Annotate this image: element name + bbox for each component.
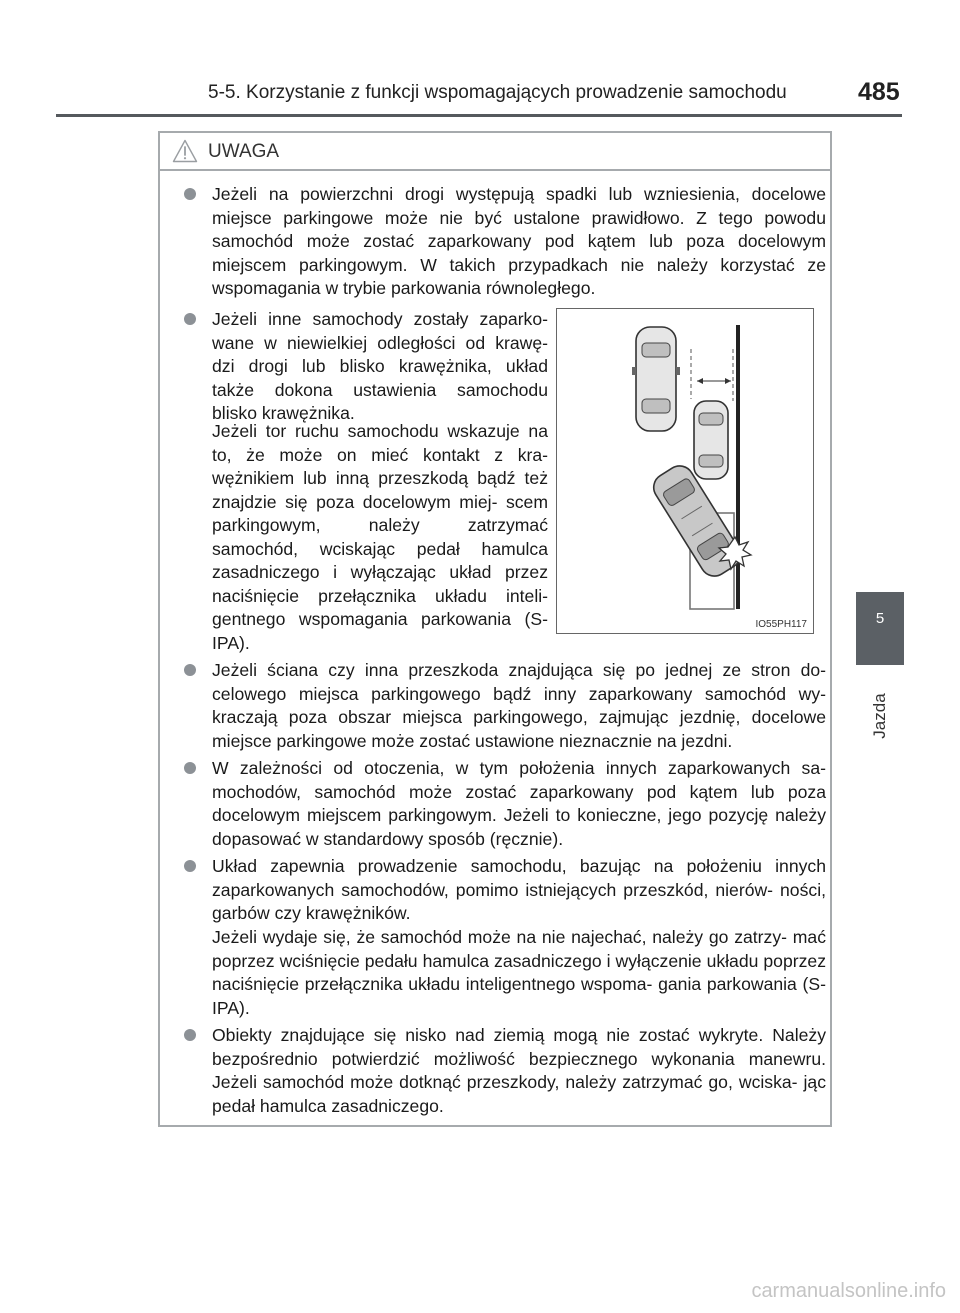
- parked-car-top: [632, 327, 680, 431]
- bullet-icon: [184, 762, 196, 774]
- bullet-icon: [184, 664, 196, 676]
- watermark: carmanualsonline.info: [751, 1280, 946, 1302]
- section-title: 5-5. Korzystanie z funkcji wspomagających prowadzenie samochodu: [208, 82, 787, 103]
- illustration-code: IO55PH117: [755, 619, 807, 630]
- warning-title: UWAGA: [208, 141, 280, 162]
- item-text: Jeżeli ściana czy inna przeszkoda znajdująca się po jednej ze stron do- celowego miejsca parkingowego bądź inny zaparkowany samochód wy- kraczają poza obszar miejsca parkingowego, zajmując jezdnię, docelowe miejsce parkingowe może zostać ustawione nieznacznie na jezdni.: [212, 660, 826, 751]
- item-text: Układ zapewnia prowadzenie samochodu, bazując na położeniu innych zaparkowanych samochodów, pomimo istniejących przeszkód, nierów- ności, garbów czy krawężników.: [212, 856, 826, 923]
- warning-triangle-icon: [172, 139, 198, 163]
- chapter-tab[interactable]: [856, 592, 904, 665]
- warning-header: [160, 133, 830, 171]
- bullet-icon: [184, 860, 196, 872]
- item-text: Jeżeli wydaje się, że samochód może na nie najechać, należy go zatrzy- mać poprzez wciśnięcie pedału hamulca zasadniczego i wyłączenie układu poprzez naciśnięcie przełącznika układu inteligentnego wspoma- gania parkowania (S-IPA).: [212, 927, 826, 1018]
- parked-car-small: [694, 401, 728, 479]
- parking-illustration: [556, 308, 814, 634]
- item-text: Obiekty znajdujące się nisko nad ziemią mogą nie zostać wykryte. Należy bezpośrednio potwierdzić możliwość bezpiecznego wykonania manewru. Jeżeli samochód może dotknąć przeszkody, należy zatrzymać go, wciska- jąc pedał hamulca zasadniczego.: [212, 1025, 826, 1116]
- bullet-icon: [184, 313, 196, 325]
- parking-diagram: [557, 309, 813, 633]
- page-header: [56, 76, 902, 117]
- chapter-name: Jazda: [870, 693, 889, 739]
- bullet-icon: [184, 188, 196, 200]
- item-text: Jeżeli tor ruchu samochodu wskazuje na to, że może on mieć kontakt z kra- wężnikiem lub inną przeszkodą bądź też znajdzie się poza docelowym miej- scem parkingowym, należy zatrzymać samochód, wciskając pedał hamulca zasadniczego i wyłączając układ przez naciśnięcie przełącznika układu inteli- gentnego wspomagania parkowania (S-IPA).: [212, 421, 548, 653]
- page-number: 485: [858, 78, 900, 106]
- chapter-name-label: [862, 676, 898, 756]
- chapter-number: 5: [875, 610, 885, 627]
- item-text: Jeżeli inne samochody zostały zaparko- wane w niewielkiej odległości od krawę- dzi drogi lub blisko krawężnika, układ także dokona ustawienia samochodu blisko krawężnika.: [212, 309, 548, 423]
- item-text: W zależności od otoczenia, w tym położenia innych zaparkowanych sa- mochodów, samochód może zostać zaparkowany pod kątem lub poza docelowym miejscem parkingowym. Jeżeli to konieczne, jego pozycję należy dopasować w standardowy sposób (ręcznie).: [212, 758, 826, 849]
- bullet-icon: [184, 1029, 196, 1041]
- item-text: Jeżeli na powierzchni drogi występują spadki lub wzniesienia, docelowe miejsce parkingowe może nie być ustalone prawidłowo. Z tego powodu samochód może zostać zaparkowany pod kątem lub poza docelowym miejscem parkingowym. W takich przypadkach nie należy korzystać ze wspomagania w trybie parkowania równoległego.: [212, 184, 826, 298]
